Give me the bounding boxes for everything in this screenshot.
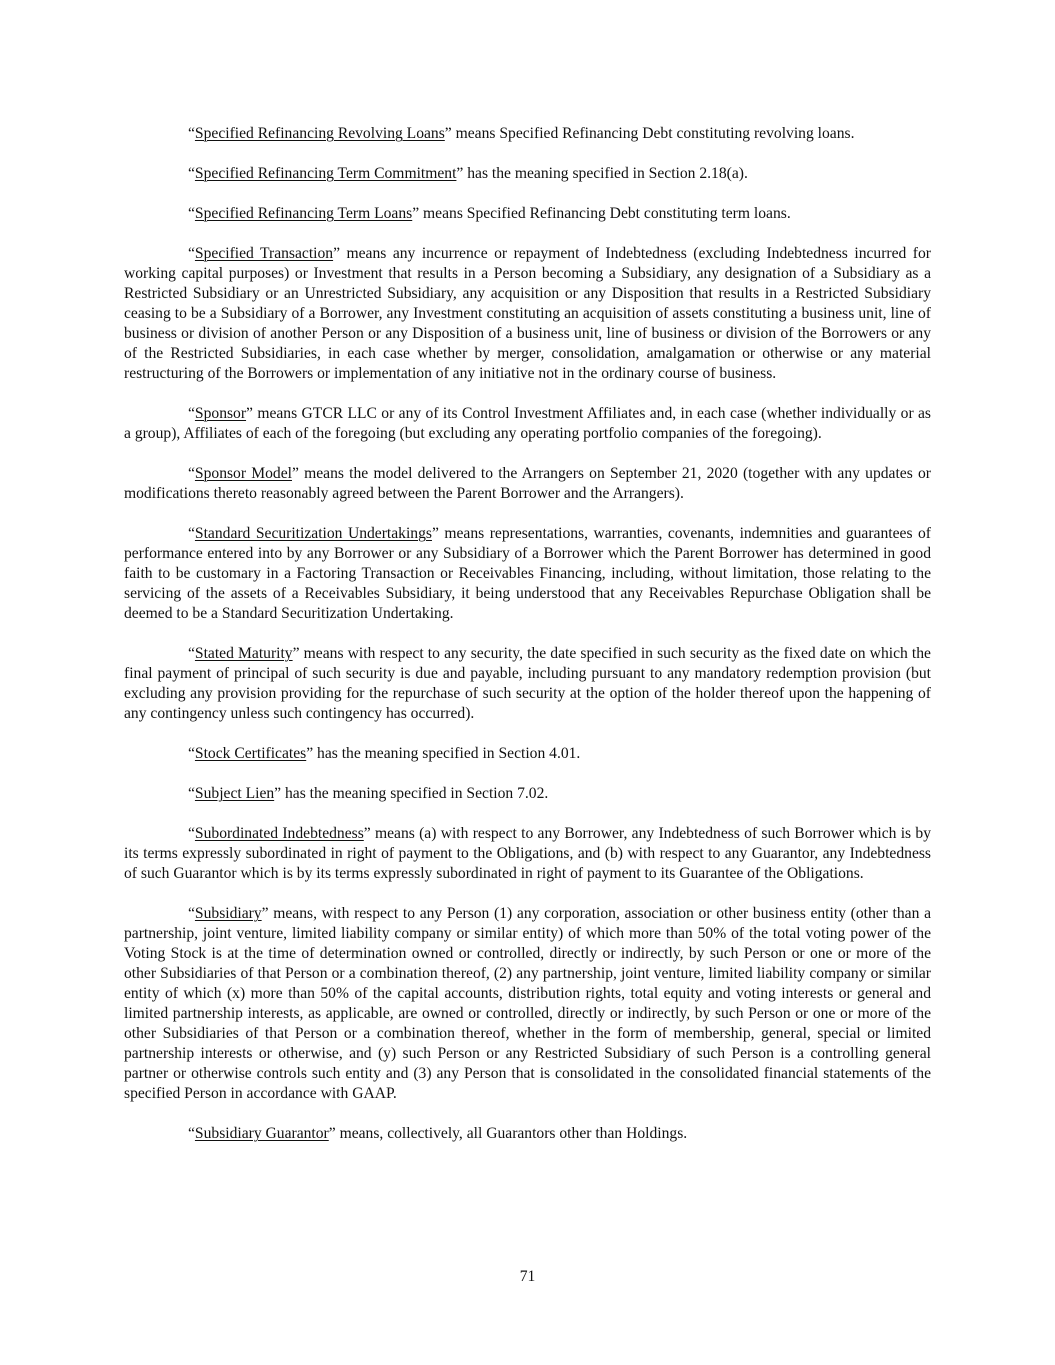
definition-specified-refinancing-term-loans: “Specified Refinancing Term Loans” means Specified Refinancing Debt constituting term loans. — [188, 205, 791, 222]
definition-text: means (a) with respect to any Borrower, any Indebtedness of such Borrower which is by its terms expressly subordinated in right of payment to the Obligations, and (b) with respect to any Guarantor, any Indebtedness of such Guarantor which is by its terms expressly subordinated in right of payment to its Guarantee of the Obligations. — [124, 825, 932, 882]
definition-subordinated-indebtedness: “Subordinated Indebtedness” means (a) with respect to any Borrower, any Indebtedness of such Borrower which is by its terms expressly subordinated in right of payment to the Obligations, and (b) with respect to any Guarantor, any Indebtedness of such Guarantor which is by its terms expressly subordinated in right of payment to its Guarantee of the Obligations. — [124, 825, 932, 882]
definition-standard-securitization-undertakings: “Standard Securitization Undertakings” means representations, warranties, covenants, indemnities and guarantees of performance entered into by any Borrower or any Subsidiary of a Borrower which the Parent Borrower has determined in good faith to be customary in a Factoring Transaction or Receivables Financing, including, without limitation, those relating to the servicing of the assets of a Receivables Subsidiary, it being understood that any Receivables Repurchase Obligation shall be deemed to be a Standard Securitization Undertaking. — [124, 525, 931, 622]
definition-subsidiary-guarantor: “Subsidiary Guarantor” means, collectively, all Guarantors other than Holdings. — [188, 1125, 688, 1142]
definition-specified-transaction: “Specified Transaction” means any incurrence or repayment of Indebtedness (excluding Indebtedness incurred for working capital purposes) or Investment that results in a Person becoming a Subsidiary, any designation of a Subsidiary as a Restricted Subsidiary or an Unrestricted Subsidiary, any acquisition or any Disposition that results in a Restricted Subsidiary ceasing to be a Subsidiary of a Borrower, any Investment constituting an acquisition of assets constituting a business unit, line of business or division of another Person or any Disposition of a business unit, line of business or division of the Borrowers or any of the Restricted Subsidiaries, in each case whether by merger, consolidation, amalgamation or otherwise or any material restructuring of the Borrowers or implementation of any initiative not in the ordinary course of business. — [124, 245, 931, 382]
definition-text: has the meaning specified in Section 7.02. — [281, 785, 549, 802]
definition-text: has the meaning specified in Section 4.01. — [313, 745, 581, 762]
definition-text: has the meaning specified in Section 2.18(a). — [463, 165, 748, 182]
defined-term: Sponsor Model — [194, 465, 292, 482]
definition-subsidiary: “Subsidiary” means, with respect to any Person (1) any corporation, association or other business entity (other than a partnership, joint venture, limited liability company or similar entity) of which more than 50% of the total voting power of the Voting Stock is at the time of determination owned or controlled, directly or indirectly, by such Person or one or more of the other Subsidiaries of that Person or a combination thereof, (2) any partnership, joint venture, limited liability company or similar entity of which (x) more than 50% of the capital accounts, distribution rights, total equity and voting interests or general and limited partnership interests, as applicable, are owned or controlled, directly or indirectly, by such Person or one or more of the other Subsidiaries of that Person or a combination thereof, whether in the form of membership, general, special or limited partnership interests or otherwise, and (y) such Person or any Restricted Subsidiary of such Person is a controlling general partner or otherwise controls such entity and (3) any Person that is consolidated in the consolidated financial statements of the specified Person in accordance with GAAP. — [124, 905, 931, 1102]
definition-text: means with respect to any security, the date specified in such security as the fixed date on which the final payment of principal of such security is due and payable, including pursuant to any mandatory redemption provision (but excluding any provision providing for the repurchase of such security at the option of the holder thereof upon the happening of any contingency unless such contingency has occurred). — [124, 645, 931, 722]
definition-text: means, collectively, all Guarantors other than Holdings. — [335, 1125, 688, 1142]
definition-text: means Specified Refinancing Debt constituting revolving loans. — [451, 125, 855, 142]
defined-term: Stated Maturity — [194, 645, 293, 662]
defined-term: Stock Certificates — [194, 745, 307, 762]
definition-text: means, with respect to any Person (1) any corporation, association or other business entity (other than a partnership, joint venture, limited liability company or similar entity) of which more than 50% of the total voting power of the Voting Stock is at the time of determination owned or controlled, directly or indirectly, by such Person or one or more of the other Subsidiaries of that Person or a combination thereof, (2) any partnership, joint venture, limited liability company or similar entity of which (x) more than 50% of the capital accounts, distribution rights, total equity and voting interests or general and limited partnership interests, as applicable, are owned or controlled, directly or indirectly, by such Person or one or more of the other Subsidiaries of that Person or a combination thereof, whether in the form of membership, general, special or limited partnership interests or otherwise, and (y) such Person or any Restricted Subsidiary of such Person is a controlling general partner or otherwise controls such entity and (3) any Person that is consolidated in the consolidated financial statements of the specified Person in accordance with GAAP. — [124, 905, 931, 1102]
defined-term: Specified Refinancing Term Loans — [194, 205, 413, 222]
definition-text: means any incurrence or repayment of Indebtedness (excluding Indebtedness incurred for working capital purposes) or Investment that results in a Person becoming a Subsidiary, any designation of a Subsidiary as a Restricted Subsidiary or an Unrestricted Subsidiary, any acquisition or any Disposition that results in a Restricted Subsidiary ceasing to be a Subsidiary of a Borrower, any Investment constituting an acquisition of assets constituting a business unit, line of business or division of another Person or any Disposition of a business unit, line of business or division of the Borrowers or any of the Restricted Subsidiaries, in each case whether by merger, consolidation, amalgamation or otherwise or any material restructuring of the Borrowers or implementation of any initiative not in the ordinary course of business. — [124, 245, 931, 382]
defined-term: Specified Transaction — [194, 245, 334, 262]
definition-subject-lien: “Subject Lien” has the meaning specified in Section 7.02. — [188, 785, 549, 802]
definition-stock-certificates: “Stock Certificates” has the meaning specified in Section 4.01. — [188, 745, 581, 762]
defined-term: Specified Refinancing Revolving Loans — [194, 125, 445, 142]
definition-stated-maturity: “Stated Maturity” means with respect to any security, the date specified in such security as the fixed date on which the final payment of principal of such security is due and payable, including pursuant to any mandatory redemption provision (but excluding any provision providing for the repurchase of such security at the option of the holder thereof upon the happening of any contingency unless such contingency has occurred). — [124, 645, 931, 722]
defined-term: Standard Securitization Undertakings — [194, 525, 432, 542]
definition-specified-refinancing-revolving-loans: “Specified Refinancing Revolving Loans” means Specified Refinancing Debt constituting revolving loans. — [188, 125, 855, 142]
definition-text: means Specified Refinancing Debt constituting term loans. — [419, 205, 791, 222]
definition-sponsor: “Sponsor” means GTCR LLC or any of its Control Investment Affiliates and, in each case (whether individually or as a group), Affiliates of each of the foregoing (but excluding any operating portfolio companies of the foregoing). — [124, 405, 931, 442]
defined-term: Subordinated Indebtedness — [194, 825, 364, 842]
defined-term: Specified Refinancing Term Commitment — [194, 165, 457, 182]
defined-term: Subsidiary Guarantor — [194, 1125, 329, 1142]
document-body — [124, 124, 931, 1164]
page-number: 71 — [519, 1268, 536, 1285]
definition-text: means representations, warranties, covenants, indemnities and guarantees of performance entered into by any Borrower or any Subsidiary of a Borrower which the Parent Borrower has determined in good faith to be customary in a Factoring Transaction or Receivables Financing, including, without limitation, those relating to the servicing of the assets of a Receivables Subsidiary, it being understood that any Receivables Repurchase Obligation shall be deemed to be a Standard Securitization Undertaking. — [124, 525, 931, 622]
definition-text: means GTCR LLC or any of its Control Investment Affiliates and, in each case (whether individually or as a group), Affiliates of each of the foregoing (but excluding any operating portfolio companies of the foregoing). — [124, 405, 931, 442]
definition-sponsor-model: “Sponsor Model” means the model delivered to the Arrangers on September 21, 2020 (together with any updates or modifications thereto reasonably agreed between the Parent Borrower and the Arrangers). — [124, 465, 931, 502]
definition-specified-refinancing-term-commitment: “Specified Refinancing Term Commitment” has the meaning specified in Section 2.18(a). — [188, 165, 748, 182]
definition-text: means the model delivered to the Arrangers on September 21, 2020 (together with any updates or modifications thereto reasonably agreed between the Parent Borrower and the Arrangers). — [124, 465, 931, 502]
defined-term: Subsidiary — [194, 905, 262, 922]
defined-term: Sponsor — [194, 405, 247, 422]
defined-term: Subject Lien — [194, 785, 275, 802]
